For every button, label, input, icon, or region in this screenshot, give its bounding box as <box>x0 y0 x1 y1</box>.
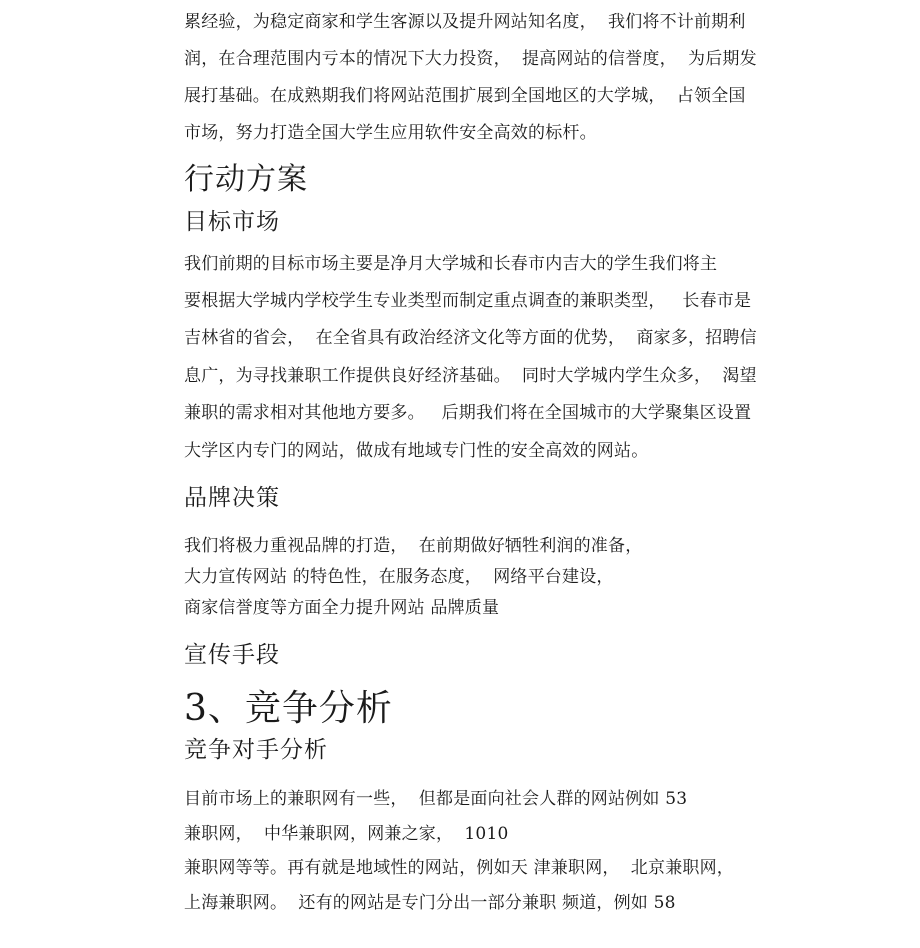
promotion-heading: 宣传手段 <box>184 642 280 668</box>
competitor-analysis-heading: 竞争对手分析 <box>184 737 328 763</box>
competitor-line-2: 兼职网， 中华兼职网，网兼之家， 1010 <box>184 824 509 844</box>
target-market-line-1: 我们前期的目标市场主要是净月大学城和长春市内吉大的学生我们将主 <box>184 254 718 274</box>
intro-line-1: 累经验，为稳定商家和学生客源以及提升网站知名度， 我们将不计前期利 <box>184 12 746 32</box>
target-market-line-5: 兼职的需求相对其他地方要多。 后期我们将在全国城市的大学聚集区设置 <box>184 403 752 423</box>
intro-line-3: 展打基础。在成熟期我们将网站范围扩展到全国地区的大学城， 占领全国 <box>184 86 746 106</box>
competitor-line-3: 兼职网等等。再有就是地域性的网站，例如天 津兼职网， 北京兼职网， <box>184 858 735 878</box>
action-plan-heading: 行动方案 <box>184 162 308 197</box>
target-market-line-6: 大学区内专门的网站，做成有地域专门性的安全高效的网站。 <box>184 441 649 461</box>
brand-decision-heading: 品牌决策 <box>184 485 280 511</box>
intro-line-2: 润，在合理范围内亏本的情况下大力投资， 提高网站的信誉度， 为后期发 <box>184 49 757 69</box>
intro-line-4: 市场，努力打造全国大学生应用软件安全高效的标杆。 <box>184 123 597 143</box>
brand-decision-line-2: 大力宣传网站 的特色性，在服务态度， 网络平台建设， <box>184 567 614 587</box>
target-market-line-3: 吉林省的省会， 在全省具有政治经济文化等方面的优势， 商家多，招聘信 <box>184 328 757 348</box>
target-market-heading: 目标市场 <box>184 209 280 235</box>
competitor-line-4: 上海兼职网。 还有的网站是专门分出一部分兼职 频道，例如 58 <box>184 893 676 913</box>
competition-analysis-heading: 3、竞争分析 <box>184 688 393 729</box>
competitor-line-1: 目前市场上的兼职网有一些， 但都是面向社会人群的网站例如 53 <box>184 789 688 809</box>
target-market-line-4: 息广，为寻找兼职工作提供良好经济基础。 同时大学城内学生众多， 渴望 <box>184 366 757 386</box>
brand-decision-line-1: 我们将极力重视品牌的打造， 在前期做好牺牲利润的准备， <box>184 536 643 556</box>
target-market-line-2: 要根据大学城内学校学生专业类型而制定重点调查的兼职类型， 长春市是 <box>184 291 752 311</box>
brand-decision-line-3: 商家信誉度等方面全力提升网站 品牌质量 <box>184 598 500 618</box>
